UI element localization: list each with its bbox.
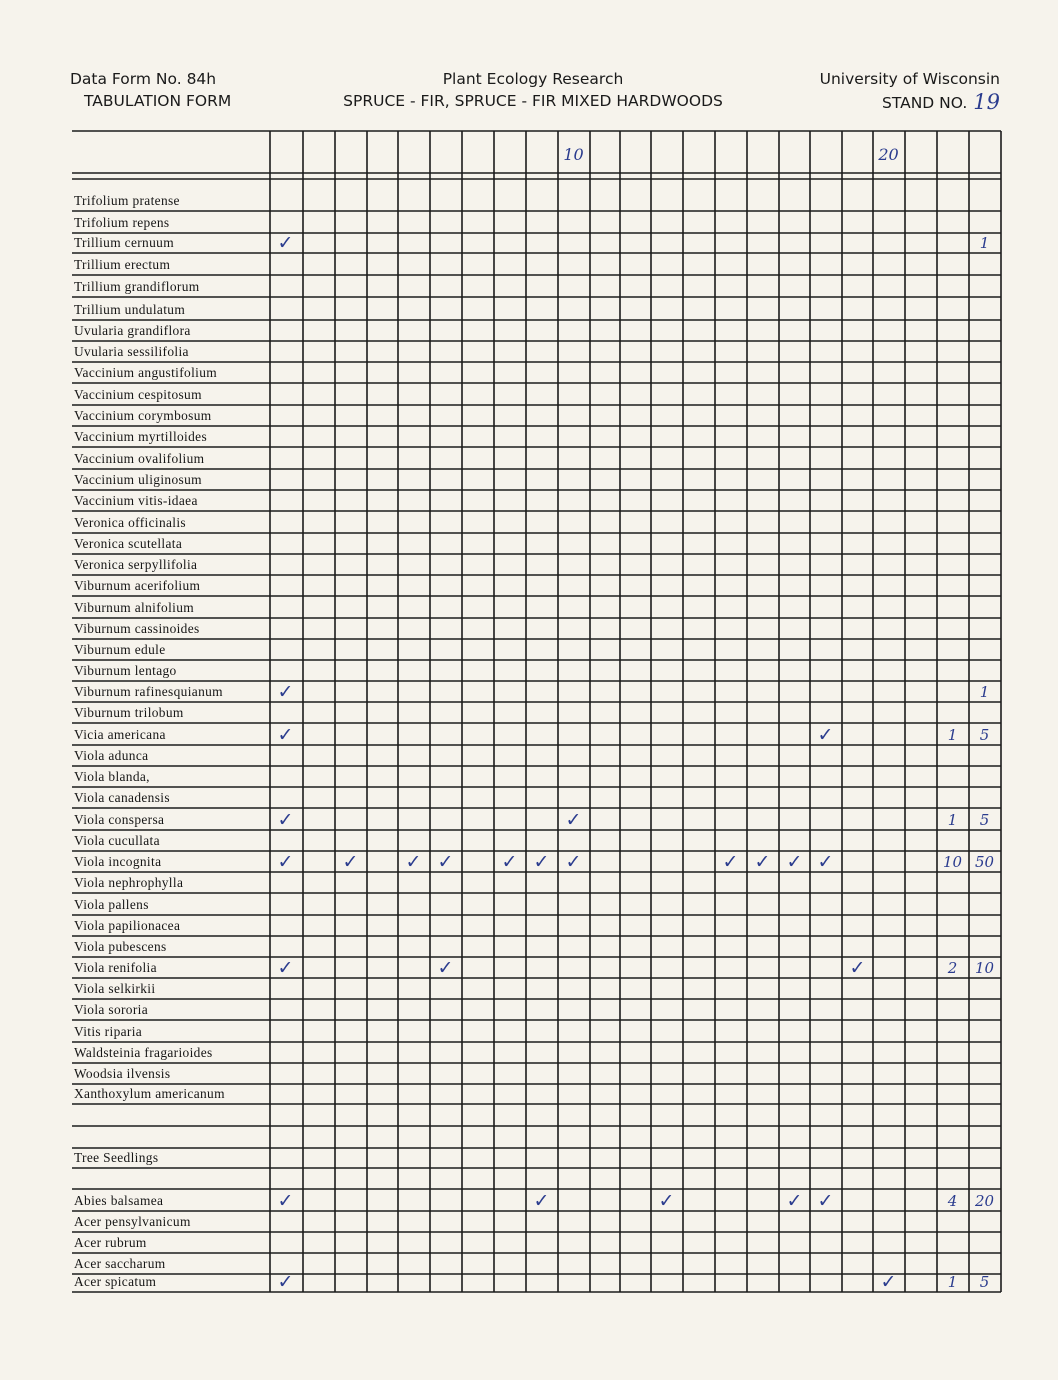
stand-number-value: 19 xyxy=(973,90,1000,114)
species-name: Viburnum trilobum xyxy=(74,705,184,720)
species-name: Viburnum lentago xyxy=(74,663,177,678)
species-name: Veronica serpyllifolia xyxy=(74,557,198,572)
species-name: Uvularia sessilifolia xyxy=(74,344,189,359)
frequency-count: 4 xyxy=(947,1192,958,1210)
tally-check-mark: ✓ xyxy=(817,724,834,746)
tally-check-mark: ✓ xyxy=(501,851,518,873)
form-number: Data Form No. 84h xyxy=(70,70,217,88)
species-name: Viburnum rafinesquianum xyxy=(74,684,223,699)
tally-check-mark: ✓ xyxy=(277,1271,294,1293)
species-name: Xanthoxylum americanum xyxy=(74,1086,225,1101)
species-name: Veronica officinalis xyxy=(74,515,186,530)
frequency-percent: 5 xyxy=(979,1273,990,1291)
species-name: Vitis riparia xyxy=(74,1024,143,1039)
species-name: Viola conspersa xyxy=(74,812,165,827)
species-name: Viola pubescens xyxy=(74,939,167,954)
stand-number-label: STAND NO. xyxy=(882,94,968,112)
column-number-label: 10 xyxy=(563,145,584,164)
tally-check-mark: ✓ xyxy=(277,851,294,873)
seedlings-name: Acer saccharum xyxy=(74,1256,166,1271)
tally-check-mark: ✓ xyxy=(786,851,803,873)
frequency-count: 1 xyxy=(947,1273,958,1291)
species-name: Trillium erectum xyxy=(74,257,171,272)
species-name: Trillium undulatum xyxy=(74,302,186,317)
tally-check-mark: ✓ xyxy=(880,1271,897,1293)
section-heading-tree-seedlings: Tree Seedlings xyxy=(74,1150,159,1165)
species-name: Viburnum cassinoides xyxy=(74,621,200,636)
species-name: Vaccinium vitis-idaea xyxy=(74,493,198,508)
species-name: Trillium cernuum xyxy=(74,235,174,250)
frequency-count: 1 xyxy=(947,811,958,829)
frequency-percent: 5 xyxy=(979,811,990,829)
tally-check-mark: ✓ xyxy=(817,851,834,873)
species-name: Vaccinium cespitosum xyxy=(74,387,202,402)
species-name: Trillium grandiflorum xyxy=(74,279,200,294)
species-name: Vaccinium myrtilloides xyxy=(74,429,208,444)
tally-check-mark: ✓ xyxy=(565,809,582,831)
species-name: Trifolium pratense xyxy=(74,193,180,208)
tally-check-mark: ✓ xyxy=(437,851,454,873)
tally-check-mark: ✓ xyxy=(437,957,454,979)
species-name: Veronica scutellata xyxy=(74,536,183,551)
species-name: Viola sororia xyxy=(74,1002,149,1017)
species-name: Viola adunca xyxy=(74,748,149,763)
frequency-percent: 10 xyxy=(974,959,995,977)
species-name: Viola pallens xyxy=(74,897,149,912)
tally-check-mark: ✓ xyxy=(565,851,582,873)
form-title: TABULATION FORM xyxy=(84,92,232,110)
frequency-percent: 20 xyxy=(974,1192,995,1210)
tally-check-mark: ✓ xyxy=(817,1190,834,1212)
species-name: Viola renifolia xyxy=(74,960,157,975)
species-name: Woodsia ilvensis xyxy=(74,1066,171,1081)
tally-check-mark: ✓ xyxy=(658,1190,675,1212)
species-name: Viola incognita xyxy=(74,854,162,869)
species-name: Viola cucullata xyxy=(74,833,160,848)
species-name: Vaccinium ovalifolium xyxy=(74,451,205,466)
tally-check-mark: ✓ xyxy=(342,851,359,873)
species-name: Viburnum acerifolium xyxy=(74,578,201,593)
frequency-percent: 50 xyxy=(974,853,995,871)
species-name: Viola selkirkii xyxy=(74,981,156,996)
species-name: Viburnum alnifolium xyxy=(74,600,195,615)
column-number-label: 20 xyxy=(878,145,899,164)
species-name: Viburnum edule xyxy=(74,642,166,657)
seedlings-name: Acer rubrum xyxy=(74,1235,147,1250)
seedlings-name: Abies balsamea xyxy=(74,1193,164,1208)
species-name: Waldsteinia fragarioides xyxy=(74,1045,213,1060)
species-name: Viola canadensis xyxy=(74,790,170,805)
tally-check-mark: ✓ xyxy=(405,851,422,873)
tally-check-mark: ✓ xyxy=(533,1190,550,1212)
forest-type-title: SPRUCE - FIR, SPRUCE - FIR MIXED HARDWOODS xyxy=(343,92,723,110)
tally-check-mark: ✓ xyxy=(722,851,739,873)
frequency-count: 1 xyxy=(947,726,958,744)
species-name: Vaccinium uliginosum xyxy=(74,472,202,487)
species-name: Vicia americana xyxy=(74,727,166,742)
frequency-count: 2 xyxy=(947,959,958,977)
species-name: Viola blanda, xyxy=(74,769,150,784)
species-name: Uvularia grandiflora xyxy=(74,323,191,338)
tally-check-mark: ✓ xyxy=(786,1190,803,1212)
tally-check-mark: ✓ xyxy=(277,809,294,831)
seedlings-name: Acer spicatum xyxy=(74,1274,157,1289)
organization-name: Plant Ecology Research xyxy=(442,70,624,88)
species-name: Vaccinium corymbosum xyxy=(74,408,212,423)
frequency-percent: 5 xyxy=(979,726,990,744)
tally-check-mark: ✓ xyxy=(849,957,866,979)
frequency-count: 10 xyxy=(942,853,963,871)
tally-check-mark: ✓ xyxy=(754,851,771,873)
species-name: Viola papilionacea xyxy=(74,918,181,933)
tally-check-mark: ✓ xyxy=(277,681,294,703)
tally-check-mark: ✓ xyxy=(277,232,294,254)
frequency-percent: 1 xyxy=(979,683,990,701)
tally-check-mark: ✓ xyxy=(277,724,294,746)
tally-check-mark: ✓ xyxy=(533,851,550,873)
seedlings-name: Acer pensylvanicum xyxy=(74,1214,191,1229)
species-name: Viola nephrophylla xyxy=(74,875,184,890)
species-name: Trifolium repens xyxy=(74,215,170,230)
species-name: Vaccinium angustifolium xyxy=(74,365,218,380)
tally-check-mark: ✓ xyxy=(277,957,294,979)
frequency-percent: 1 xyxy=(979,234,990,252)
tally-check-mark: ✓ xyxy=(277,1190,294,1212)
university-name: University of Wisconsin xyxy=(819,70,1000,88)
